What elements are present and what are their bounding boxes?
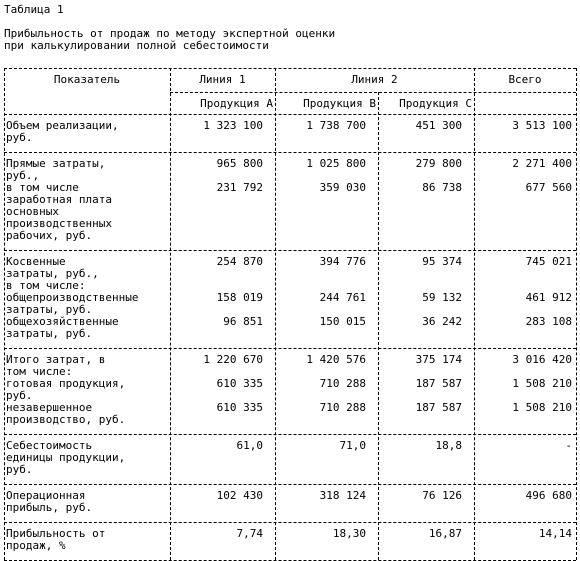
row-value: 86 738 <box>422 181 462 194</box>
row-value: 96 851 <box>223 315 263 328</box>
column-separator <box>170 68 171 560</box>
row-value: 187 587 <box>415 377 462 390</box>
row-separator <box>4 434 576 435</box>
row-label: затраты, руб., <box>6 267 99 280</box>
row-value: 677 560 <box>525 181 572 194</box>
header-product-b: Продукция В <box>303 97 376 110</box>
row-value: 18,30 <box>332 527 366 540</box>
row-label: производственных <box>6 217 112 230</box>
row-value: 1 220 670 <box>203 353 263 366</box>
row-value: 7,74 <box>236 527 263 540</box>
row-value: 965 800 <box>216 157 263 170</box>
row-separator <box>4 152 576 153</box>
row-value: 254 870 <box>216 255 263 268</box>
header-mid-border <box>170 92 576 93</box>
row-value: 1 025 800 <box>306 157 366 170</box>
row-value: 610 335 <box>216 377 263 390</box>
header-line-1: Линия 1 <box>199 73 246 86</box>
header-product-c: Продукция С <box>399 97 472 110</box>
row-value: 461 912 <box>525 291 572 304</box>
row-value: 451 300 <box>415 119 462 132</box>
header-product-a: Продукция А <box>200 97 273 110</box>
row-label: руб. <box>6 131 33 144</box>
column-separator <box>378 92 379 560</box>
row-label: основных <box>6 205 59 218</box>
row-value: 187 587 <box>415 401 462 414</box>
row-value: 610 335 <box>216 401 263 414</box>
row-label: руб. <box>6 463 33 476</box>
column-separator <box>275 68 276 560</box>
row-label: единицы продукции, <box>6 451 126 464</box>
table-top-border <box>4 68 576 69</box>
header-bottom-border <box>4 114 576 115</box>
header-line-2: Линия 2 <box>351 73 398 86</box>
row-value: 95 374 <box>422 255 462 268</box>
row-value: 76 126 <box>422 489 462 502</box>
row-label: продаж, % <box>6 539 66 552</box>
row-label: прибыль, руб. <box>6 501 93 514</box>
row-value: 102 430 <box>216 489 263 502</box>
row-value: 244 761 <box>319 291 366 304</box>
row-separator <box>4 484 576 485</box>
row-value: 1 323 100 <box>203 119 263 132</box>
row-value: 359 030 <box>319 181 366 194</box>
row-value: 231 792 <box>216 181 263 194</box>
row-value: 3 513 100 <box>512 119 572 132</box>
title-line-2: при калькулировании полной себестоимости <box>4 39 269 52</box>
row-label: руб., <box>6 169 40 182</box>
row-value: 14,14 <box>538 527 572 540</box>
row-value: 3 016 420 <box>512 353 572 366</box>
row-value: 18,8 <box>435 439 462 452</box>
row-value: 318 124 <box>319 489 366 502</box>
row-label: Операционная <box>6 489 86 502</box>
row-value: 710 288 <box>319 377 366 390</box>
header-indicator: Показатель <box>53 73 121 86</box>
row-value: 496 680 <box>525 489 572 502</box>
row-label: затраты, руб. <box>6 303 93 316</box>
row-label: заработная плата <box>6 193 112 206</box>
row-value: 150 015 <box>319 315 366 328</box>
row-value: 71,0 <box>339 439 366 452</box>
row-label: общепроизводственные <box>6 291 139 304</box>
row-value: 1 508 210 <box>512 401 572 414</box>
row-label: затраты, руб. <box>6 327 93 340</box>
table-caption: Таблица 1 <box>4 3 64 16</box>
row-label: в том числе <box>6 181 79 194</box>
row-value: 283 108 <box>525 315 572 328</box>
row-label: Косвенные <box>6 255 66 268</box>
column-separator <box>474 68 475 560</box>
row-value: 394 776 <box>319 255 366 268</box>
row-label: Прибыльность от <box>6 527 106 540</box>
row-value: 1 738 700 <box>306 119 366 132</box>
row-label: производство, руб. <box>6 413 126 426</box>
row-label: в том числе: <box>6 279 86 292</box>
row-value: 61,0 <box>236 439 263 452</box>
row-value: 1 508 210 <box>512 377 572 390</box>
row-value: 1 420 576 <box>306 353 366 366</box>
header-total: Всего <box>508 73 542 86</box>
row-separator <box>4 522 576 523</box>
table-right-border <box>576 68 577 560</box>
row-value: 279 800 <box>415 157 462 170</box>
row-label: том числе: <box>6 365 73 378</box>
row-value: 16,87 <box>428 527 462 540</box>
row-value: 710 288 <box>319 401 366 414</box>
table-left-border <box>4 68 5 560</box>
row-label: Прямые затраты, <box>6 157 106 170</box>
row-separator <box>4 250 576 251</box>
row-value: - <box>565 439 572 452</box>
row-label: Объем реализации, <box>6 119 119 132</box>
row-label: руб. <box>6 389 33 402</box>
row-label: Итого затрат, в <box>6 353 106 366</box>
row-separator <box>4 348 576 349</box>
row-label: Себестоимость <box>6 439 93 452</box>
row-label: незавершенное <box>6 401 93 414</box>
row-value: 36 242 <box>422 315 462 328</box>
title-line-1: Прибыльность от продаж по методу экспертной оценки <box>4 27 336 40</box>
row-label: общехозяйственные <box>6 315 119 328</box>
row-value: 745 021 <box>525 255 572 268</box>
row-value: 158 019 <box>216 291 263 304</box>
row-label: готовая продукция, <box>6 377 126 390</box>
row-value: 2 271 400 <box>512 157 572 170</box>
row-label: рабочих, руб. <box>6 229 93 242</box>
row-value: 375 174 <box>415 353 462 366</box>
row-value: 59 132 <box>422 291 462 304</box>
